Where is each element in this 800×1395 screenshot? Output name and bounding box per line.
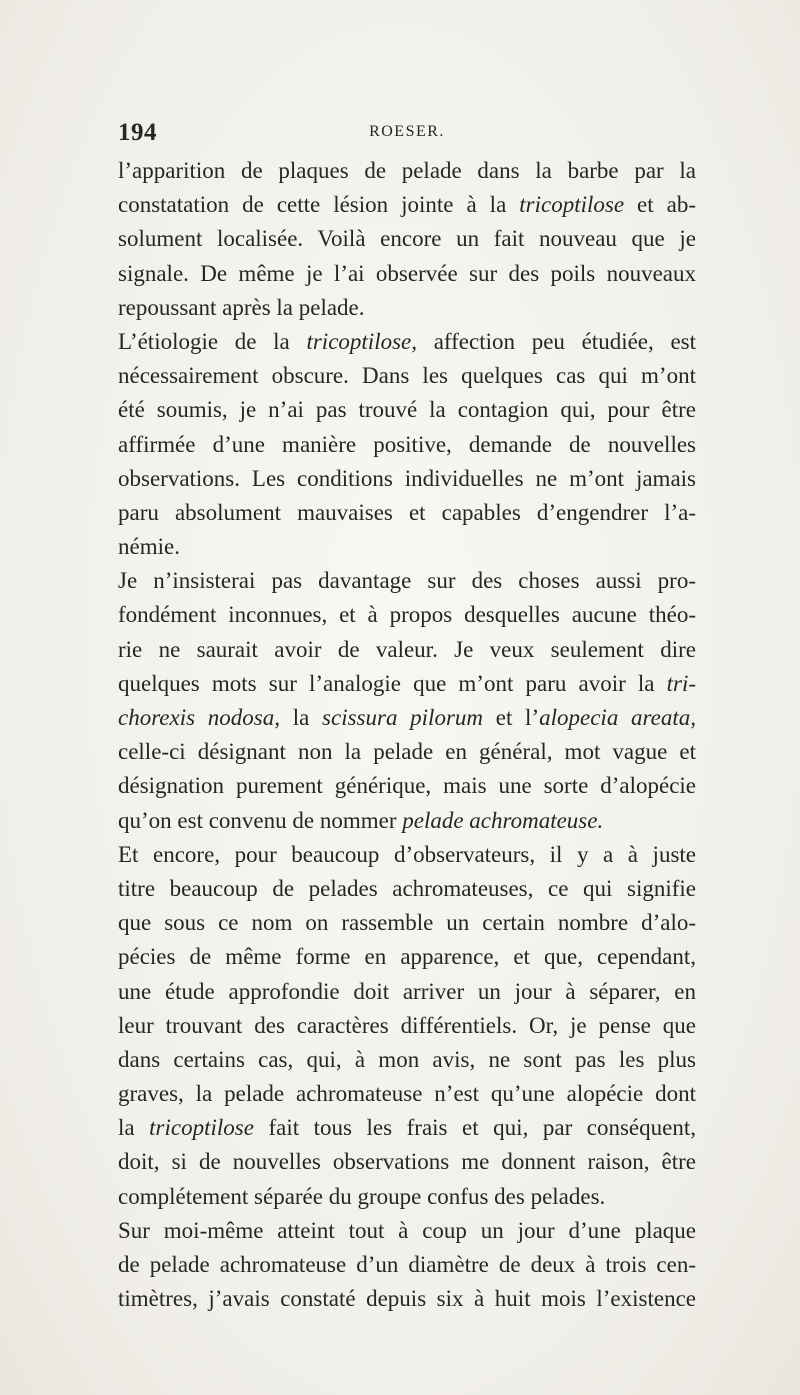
text-segment: timètres, j’avais constaté depuis six à huit mois l’existence [118, 1286, 696, 1312]
text-segment: dans certains cas, qui, à mon avis, ne sont pas les plus [118, 1046, 696, 1072]
text-line [118, 222, 696, 256]
text-segment: qu’on est convenu de nommer [118, 807, 403, 833]
text-line [118, 906, 696, 940]
text-segment: némie. [118, 534, 180, 560]
text-segment: et l’ [483, 705, 540, 730]
text-line [118, 1180, 696, 1214]
text-segment: leur trouvant des caractères différentiels. Or, je pense que [118, 1012, 696, 1038]
text-segment: et ab- [624, 192, 696, 218]
text-line [118, 291, 696, 325]
text-line [118, 735, 696, 769]
text-line [118, 1043, 696, 1077]
text-segment: fondément inconnues, et à propos desquelles aucune théo- [118, 602, 696, 628]
text-line [118, 1214, 696, 1248]
text-line [118, 393, 696, 427]
text-line [118, 975, 696, 1009]
text-line [118, 1282, 696, 1316]
text-segment: affection peu étudiée, est [417, 328, 696, 354]
italic-segment: chorexis nodosa, [118, 705, 280, 730]
text-segment: été soumis, je n’ai pas trouvé la contagion qui, pour être [118, 397, 696, 423]
text-line [118, 1009, 696, 1043]
italic-segment: alopecia areata, [539, 705, 696, 730]
text-line [118, 154, 696, 188]
text-segment: fait tous les frais et qui, par conséquent, [253, 1115, 696, 1141]
text-line [118, 564, 696, 598]
text-line [118, 530, 696, 564]
text-segment: complétement séparée du groupe confus des pelades. [118, 1183, 606, 1209]
page-header [118, 119, 696, 149]
text-line [118, 1077, 696, 1111]
text-line [118, 1145, 696, 1179]
italic-segment: tricoptilose [149, 1115, 254, 1141]
text-segment: observations. Les conditions individuelles ne m’ont jamais [118, 465, 696, 491]
text-line [118, 804, 696, 838]
text-line [118, 428, 696, 462]
text-segment: la [280, 705, 323, 730]
italic-segment: tricoptilose, [306, 328, 417, 354]
text-line [118, 838, 696, 872]
text-line [118, 598, 696, 632]
text-line [118, 872, 696, 906]
page-number: 194 [118, 119, 157, 146]
body-text [118, 154, 696, 1316]
text-line [118, 667, 696, 701]
text-segment: signale. De même je l’ai observée sur des poils nouveaux [118, 260, 696, 286]
text-line [118, 496, 696, 530]
text-segment: graves, la pelade achromateuse n’est qu’une alopécie dont [118, 1081, 696, 1107]
text-segment: affirmée d’une manière positive, demande de nouvelles [118, 431, 696, 457]
text-line [118, 359, 696, 393]
text-line [118, 188, 696, 222]
text-line [118, 1248, 696, 1282]
text-segment: pécies de même forme en apparence, et que, cependant, [118, 944, 696, 970]
italic-segment: tricoptilose [519, 192, 625, 218]
text-segment: solument localisée. Voilà encore un fait nouveau que je [118, 226, 696, 252]
text-line [118, 1111, 696, 1145]
text-line [118, 462, 696, 496]
text-segment: celle-ci désignant non la pelade en général, mot vague et [118, 739, 696, 765]
text-segment: Je n’insisterai pas davantage sur des choses aussi pro- [118, 568, 696, 594]
text-segment: l’apparition de plaques de pelade dans la barbe par la [118, 158, 696, 183]
text-line [118, 257, 696, 291]
text-line [118, 701, 696, 735]
text-segment: rie ne saurait avoir de valeur. Je veux seulement dire [118, 636, 696, 662]
text-segment: de pelade achromateuse d’un diamètre de deux à trois cen- [118, 1252, 696, 1277]
text-line [118, 633, 696, 667]
text-segment: quelques mots sur l’analogie que m’ont paru avoir la [118, 670, 667, 696]
running-head: ROESER. [369, 123, 445, 140]
text-line [118, 769, 696, 803]
text-segment: paru absolument mauvaises et capables d’engendrer l’a- [118, 499, 696, 525]
text-segment: Sur moi-même atteint tout à coup un jour d’une plaque [118, 1217, 696, 1243]
text-segment: que sous ce nom on rassemble un certain nombre d’alo- [118, 910, 696, 936]
text-segment: désignation purement générique, mais une sorte d’alopécie [118, 773, 696, 799]
text-line [118, 325, 696, 359]
text-line [118, 940, 696, 974]
italic-segment: tri- [666, 670, 696, 696]
text-segment: Et encore, pour beaucoup d’observateurs, il y a à juste [118, 841, 696, 867]
text-segment: doit, si de nouvelles observations me donnent raison, être [118, 1149, 696, 1175]
text-segment: L’étiologie de la [118, 328, 307, 354]
text-segment: nécessairement obscure. Dans les quelques cas qui m’ont [118, 363, 696, 389]
text-segment: constatation de cette lésion jointe à la [118, 192, 520, 218]
italic-segment: scissura pilorum [322, 705, 484, 730]
text-segment: titre beaucoup de pelades achromateuses, ce qui signifie [118, 875, 696, 901]
text-segment: la [118, 1115, 150, 1141]
text-segment: une étude approfondie doit arriver un jour à séparer, en [118, 978, 696, 1004]
text-segment: repoussant après la pelade. [118, 294, 365, 320]
italic-segment: pelade achromateuse. [402, 807, 604, 833]
